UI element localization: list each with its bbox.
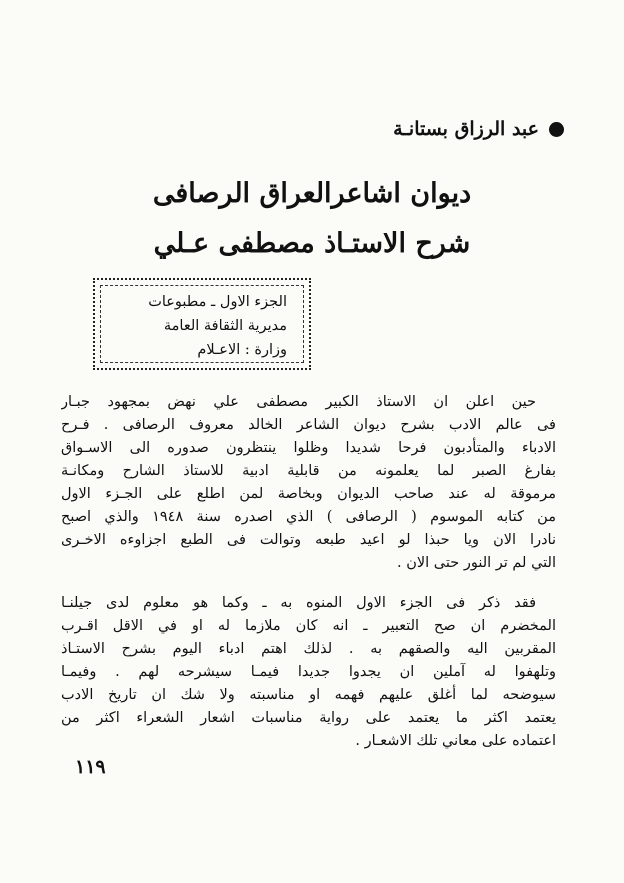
text-line: فى عالم الادب بشرح ديوان الشاعر الخالد معروف الرصافى . فـرح <box>61 417 556 433</box>
page-number: ١١٩ <box>75 756 106 778</box>
bullet-icon <box>549 122 564 137</box>
publication-box <box>93 278 311 370</box>
publication-line: وزارة : الاعـلام <box>197 342 287 358</box>
publication-line: مديرية الثقافة العامة <box>163 318 287 334</box>
author-heading <box>393 118 564 140</box>
text-line: يعتمد اكثر ما يعتمد على رواية مناسبات اشعار الشعراء اكثر من <box>61 710 556 726</box>
text-line: نادرا الان ويا حبذا لو اعيد طبعه وتوالت فى الطبع اجزاوءه الاخـرى <box>61 532 556 548</box>
book-title-line-2: شرح الاستـاذ مصطفى عـلي <box>153 228 471 259</box>
text-line: حين اعلن ان الاستاذ الكبير مصطفى علي نهض بمجهود جبـار <box>61 394 536 410</box>
text-line: بفارغ الصبر لما يعلمونه من قابلية ادبية للاستاذ الشارح ومكانـة <box>61 463 556 479</box>
book-title-line-1: ديوان اشاعرالعراق الرصافى <box>152 178 472 209</box>
text-line: المخضرم ان صح التعبير ـ انه كان ملازما له او في الاقل اقـرب <box>61 618 556 634</box>
text-line: سيوضحه لما أغلق عليهم فهمه او مناسبته ولا شك ان تاريخ الادب <box>61 687 556 703</box>
text-line: فقد ذكر فى الجزء الاول المنوه به ـ وكما هو معلوم لدى جيلنـا <box>61 595 536 611</box>
publication-line: الجزء الاول ـ مطبوعات <box>148 294 287 310</box>
text-line: اعتماده على معاني تلك الاشعـار . <box>355 733 556 749</box>
text-line: من كتابه الموسوم ( الرصافى ) الذي اصدره سنة ١٩٤٨ والذي اصبح <box>61 509 556 525</box>
text-line: الادباء والمتأدبون فرحا شديدا وظلوا ينتظرون صدوره الى الاسـواق <box>61 440 556 456</box>
author-name: عبد الرزاق بستانـة <box>393 118 539 140</box>
paragraph-2 <box>61 592 556 753</box>
text-line: وتلهفوا له آملين ان يجدوا جديدا فيمـا سيشرحه لهم . وفيمـا <box>61 664 556 680</box>
text-line: التي لم تر النور حتى الان . <box>397 555 556 571</box>
text-line: المقربين اليه والصقهم به . لذلك اهتم ادباء اليوم بشرح الاستـاذ <box>61 641 556 657</box>
paragraph-1 <box>61 391 556 575</box>
text-line: مرموقة له عند صاحب الديوان وبخاصة لمن اطلع على الجـزء الاول <box>61 486 556 502</box>
